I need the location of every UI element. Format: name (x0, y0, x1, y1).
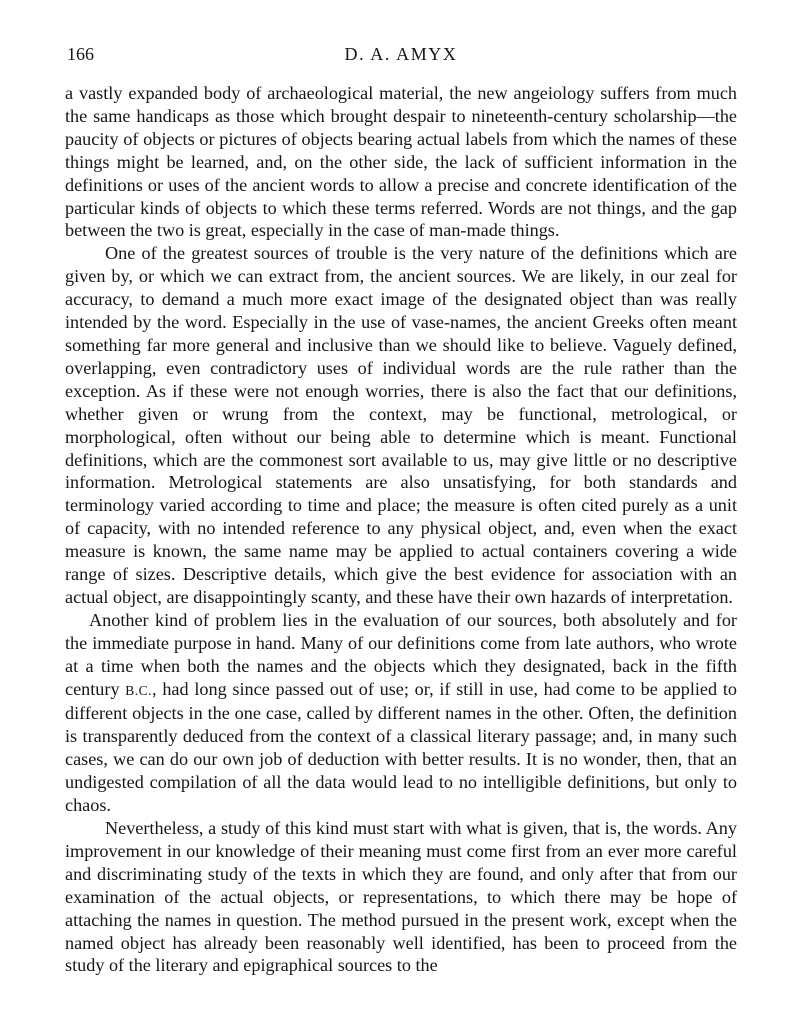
page-number: 166 (67, 44, 94, 64)
paragraph-sources-text-after: , had long since passed out of use; or, if still in use, had come to be applied to different objects in the one case, called by different names in the other. Often, the definition is transparently deduced from the context of a classical literary passage; and, in many such cases, we can do our own job of deduction with better results. It is no wonder, then, that an undigested compilation of all the data would lead to no intelligible definitions, but only to chaos. (65, 678, 737, 816)
book-page (65, 38, 737, 977)
paragraph-method: Nevertheless, a study of this kind must start with what is given, that is, the words. Any improvement in our knowledge of their meaning must come first from an ever more careful and discriminating study of the texts in which they are found, and only after that from our examination of the actual objects, or representations, to which there may be hope of attaching the names in question. The method pursued in the present work, except when the named object has already been reasonably well identified, has been to proceed from the study of the literary and epigraphical sources to the (65, 818, 737, 976)
running-head (65, 38, 737, 68)
running-title: D. A. AMYX (344, 44, 458, 64)
paragraph-sources-text-before: Another kind of problem lies in the evaluation of our sources, both absolutely and for the immediate purpose in hand. Many of our definitions come from late authors, who wrote at a time when both the names and the objects which they designated, back in the fifth century (65, 609, 737, 699)
paragraph-sources (65, 609, 737, 817)
body-text (65, 82, 737, 977)
era-abbreviation: B.C. (125, 682, 153, 698)
paragraph-definitions: One of the greatest sources of trouble is the very nature of the definitions which are given by, or which we can extract from, the ancient sources. We are likely, in our zeal for accuracy, to demand a much more exact image of the designated object than was really intended by the word. Especially in the use of vase-names, the ancient Greeks often meant something far more general and inclusive than we should like to believe. Vaguely defined, overlapping, even contradictory uses of individual words are the rule rather than the exception. As if these were not enough worries, there is also the fact that our definitions, whether given or wrung from the context, may be functional, metrological, or morphological, often without our being able to determine which is meant. Functional definitions, which are the commonest sort available to us, may give little or no descriptive information. Metrological statements are also unsatisfying, for both standards and terminology varied according to time and place; the measure is often cited purely as a unit of capacity, with no intended reference to any physical object, and, even when the exact measure is known, the same name may be applied to actual containers covering a wide range of sizes. Descriptive details, which give the best evidence for association with an actual object, are disappointingly scanty, and these have their own hazards of interpretation. (65, 243, 737, 607)
paragraph-continuation: a vastly expanded body of archaeological material, the new angeiology suffers from much the same handicaps as those which brought despair to nineteenth-century scholarship—the paucity of objects or pictures of objects bearing actual labels from which the names of these things might be learned, and, on the other side, the lack of sufficient information in the definitions or uses of the ancient words to allow a precise and concrete identification of the particular kinds of objects to which these terms referred. Words are not things, and the gap between the two is great, especially in the case of man-made things. (65, 83, 737, 241)
